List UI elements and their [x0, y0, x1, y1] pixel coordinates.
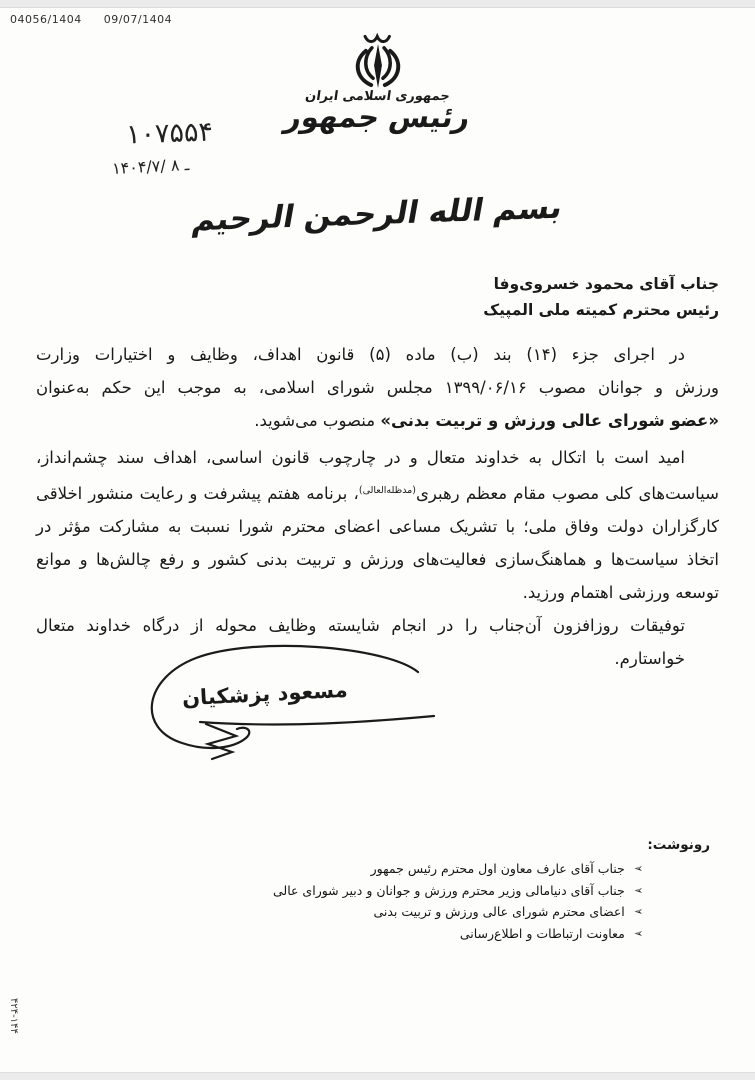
body-line: امید است با اتکال به خداوند متعال و در چارچوب قانون اساسی، اهداف سند چشم‌انداز، [36, 448, 685, 467]
cc-item [273, 858, 643, 880]
cc-item-text: جناب آقای دنیامالی وزیر محترم ورزش و جوانان و دبیر شورای عالی [272, 882, 625, 898]
arrow-bullet-icon: ➢ [633, 883, 643, 897]
bismillah-calligraphy: بسم الله الرحمن الرحیم [189, 189, 566, 239]
signature-block [136, 642, 446, 767]
recipient-block [483, 271, 719, 323]
scan-header [10, 13, 172, 26]
scan-edge-band-bottom [0, 1072, 755, 1080]
body-line: توفیقات روزافزون آن‌جناب را در انجام شایسته وظایف محوله از درگاه خداوند متعال خواستارم. [36, 616, 685, 668]
cc-item [273, 880, 643, 902]
cc-label: رونوشت: [647, 837, 710, 853]
recipient-name: جناب آقای محمود خسروی‌وفا [493, 275, 719, 293]
cc-item-text: اعضای محترم شورای عالی ورزش و تربیت بدنی [373, 904, 625, 919]
margin-handwritten-note: ۴۲۴-۱۴۴ [8, 998, 19, 1034]
body-line: کارگزاران دولت وفاق ملی؛ با تشریک مساعی اعضای محترم شورا نسبت به مشارکت مؤثر در [36, 517, 719, 536]
arrow-bullet-icon: ➢ [633, 926, 643, 940]
body-line: توسعه ورزشی اهتمام ورزید. [522, 583, 719, 602]
scan-header-date: 09/07/1404 [103, 13, 173, 26]
arrow-bullet-icon: ➢ [633, 905, 643, 919]
cc-item-text: جناب آقای عارف معاون اول محترم رئیس جمهور [370, 861, 625, 876]
handwritten-date: ۱۴۰۴/۷/ ـ ۸ [111, 154, 190, 179]
cc-item [273, 901, 643, 923]
scan-edge-band-top [0, 0, 755, 8]
signature-name: مسعود پزشکیان [181, 677, 349, 711]
handwritten-reference-number: ۱۰۷۵۵۴ [125, 116, 214, 151]
iran-coat-of-arms-icon [340, 28, 416, 92]
cc-item-text: معاونت ارتباطات و اطلاع‌رسانی [459, 925, 625, 941]
scan-header-number: 04056/1404 [10, 13, 82, 26]
body-line: اتخاذ سیاست‌ها و هماهنگ‌سازی فعالیت‌های ورزش و تربیت بدنی کشور و رفع چالش‌ها و موانع [36, 550, 719, 569]
cc-item [273, 923, 643, 945]
cc-items [273, 858, 710, 944]
cc-block [273, 837, 710, 944]
body-line: سیاست‌های کلی مصوب مقام معظم رهبری$^{(مدظله‌العالی)}$، برنامه هفتم پیشرفت و رعایت منشور اخلاقی [36, 484, 719, 503]
body-line: «عضو شورای عالی ورزش و تربیت بدنی» منصوب می‌شوید. [254, 411, 719, 430]
letter-body [36, 338, 719, 675]
letterhead-title-president: رئیس جمهور [282, 100, 473, 134]
arrow-bullet-icon: ➢ [633, 862, 643, 876]
recipient-title: رئیس محترم کمیته ملی المپیک [483, 301, 719, 319]
letterhead-org-line: جمهوری اسلامی ایران [304, 89, 451, 104]
body-line: در اجرای جزء (۱۴) بند (ب) ماده (۵) قانون اهداف، وظایف و اختیارات وزارت [36, 345, 685, 364]
body-line: ورزش و جوانان مصوب ۱۳۹۹/۰۶/۱۶ مجلس شورای اسلامی، به موجب این حکم به‌عنوان [36, 378, 719, 397]
